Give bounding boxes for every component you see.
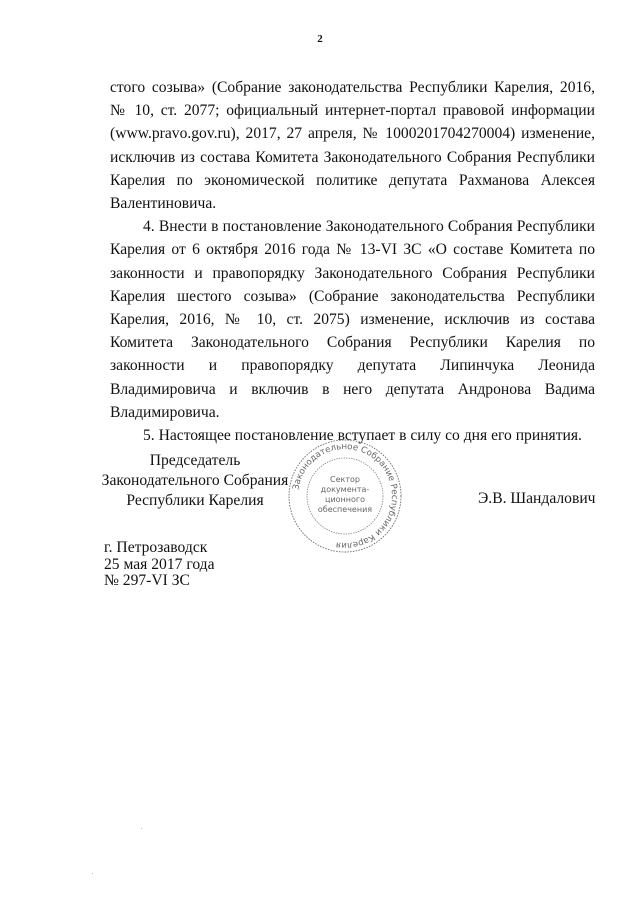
paragraph-continuation: стого созыва» (Собрание законодательства Республики Карелия, 2016, № 10, ст. 2077; официальный интернет-портал правовой информации (www.pravo.gov.ru), 2017, 27 апреля, № 1000201704270004) изменение, исключив из состава Комитета Законодательного Собрания Республики Карелия по экономической политике депутата Рахманова Алексея Валентиновича.: [110, 79, 595, 213]
stamp-center-line-4: обеспечения: [317, 505, 373, 514]
paragraph-item-5: 5. Настоящее постановление вступает в силу со дня его принятия.: [143, 427, 582, 445]
signatory-title-line-3: Республики Карелия: [126, 492, 264, 509]
stamp-center-line-2: документа-: [320, 485, 370, 494]
document-body: [110, 76, 595, 447]
place-date-block: [104, 540, 215, 590]
scan-speck: [92, 873, 93, 874]
stamp-ring-text: Законодательное Собрание Республики Карелия: [291, 441, 400, 551]
official-stamp: [286, 437, 404, 555]
paragraph-item-4: 4. Внести в постановление Законодательного Собрания Республики Карелия от 6 октября 2016 года № 13-VI ЗС «О составе Комитета по законности и правопорядку Законодательного Собрания Республики Карелия шестого созыва» (Собрание законодательства Республики Карелия, 2016, № 10, ст. 2075) изменение, исключив из состава Комитета Законодательного Собрания Республики Карелия по законности и правопорядку депутата Липинчука Леонида Владимировича и включив в него депутата Андронова Вадима Владимировича.: [110, 218, 595, 421]
signatory-title-line-2: Законодательного Собрания: [101, 472, 289, 489]
signatory-title: [100, 451, 290, 511]
stamp-center-line-1: Сектор: [330, 475, 360, 484]
place: г. Петрозаводск: [104, 539, 208, 556]
page-number: 2: [317, 33, 323, 45]
scan-speck: [141, 828, 142, 829]
signatory-name: Э.В. Шандалович: [478, 490, 596, 507]
signatory-title-line-1: Председатель: [149, 452, 241, 469]
stamp-center-line-3: ционного: [325, 495, 365, 504]
date: 25 мая 2017 года: [104, 555, 215, 573]
document-number: № 297-VI ЗС: [104, 572, 190, 589]
